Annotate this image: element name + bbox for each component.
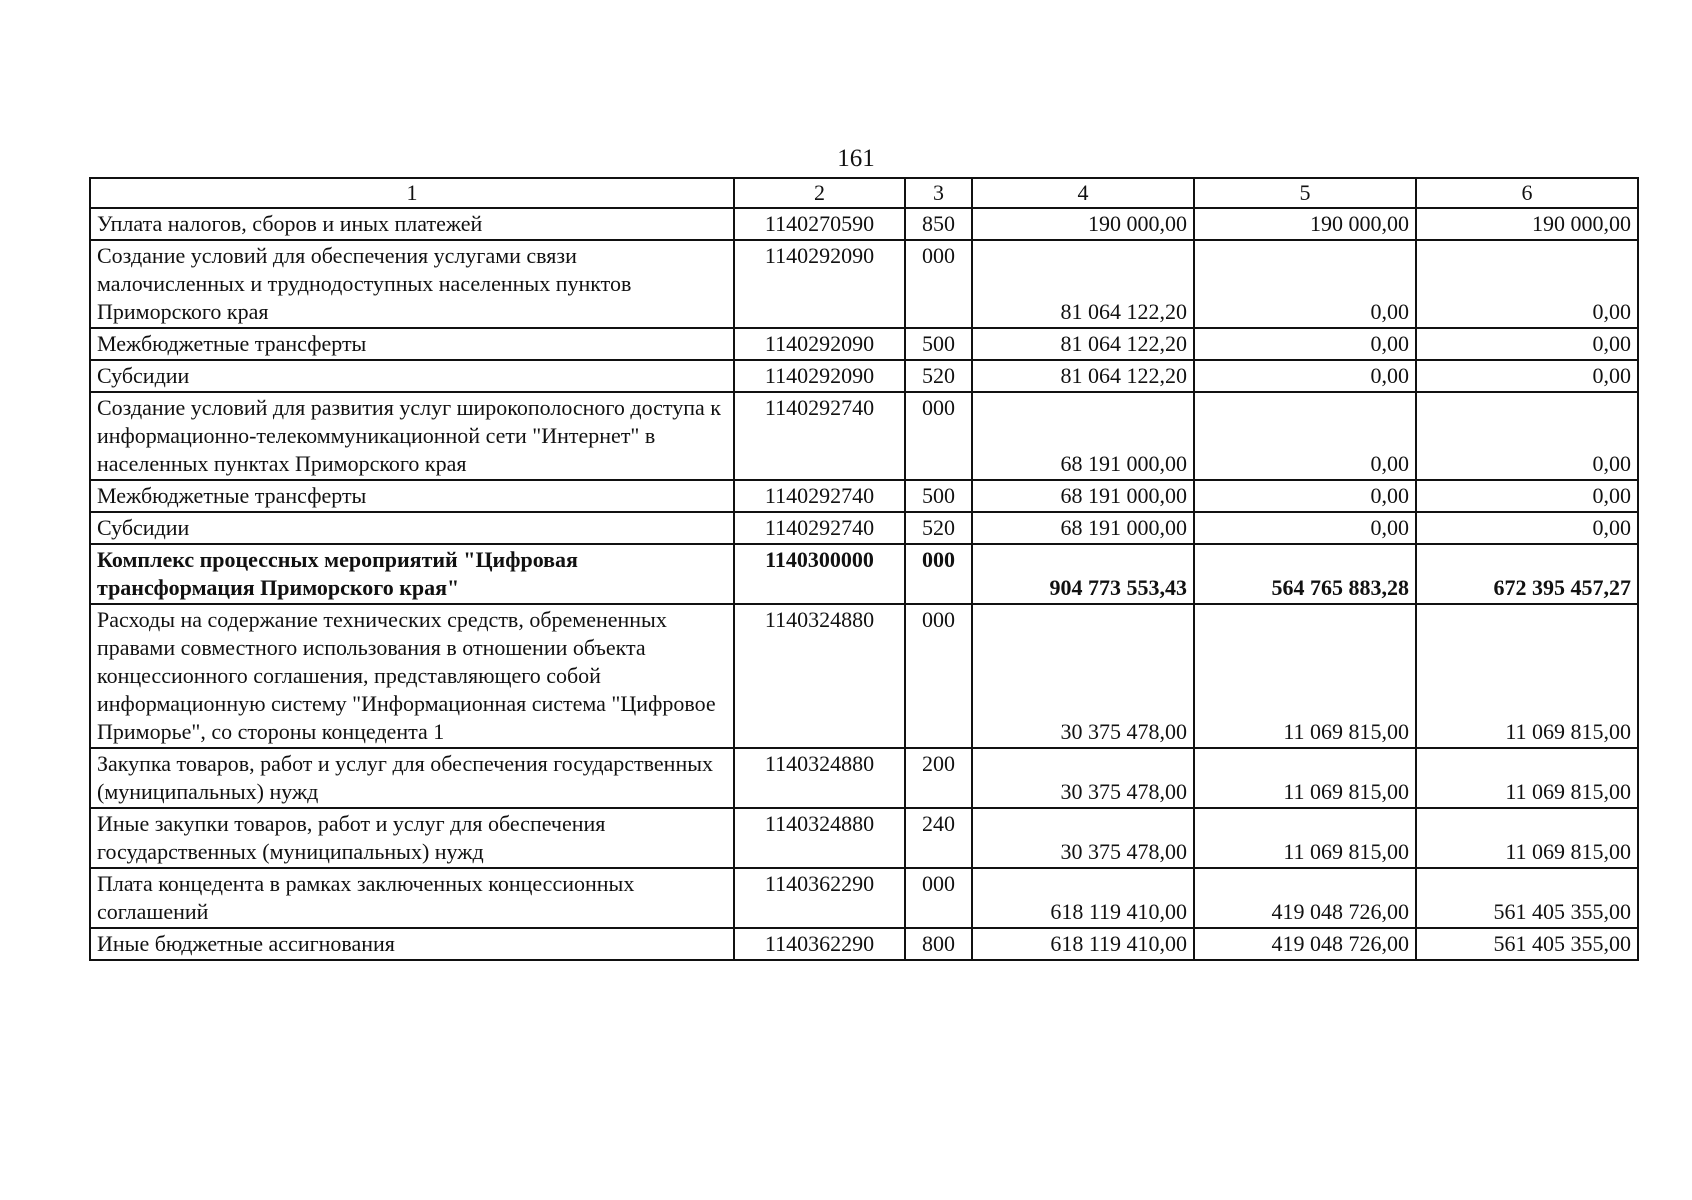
cell-expense-type: 500 (905, 328, 972, 360)
cell-amount-col5: 0,00 (1194, 480, 1416, 512)
cell-amount-col6: 0,00 (1416, 240, 1638, 328)
table-row (90, 512, 1638, 544)
cell-amount-col4: 618 119 410,00 (972, 928, 1194, 960)
budget-table (89, 177, 1639, 961)
cell-name: Создание условий для развития услуг широкополосного доступа к информационно-телекоммуникационной сети "Интернет" в населенных пунктах Приморского края (90, 392, 734, 480)
cell-amount-col6: 0,00 (1416, 360, 1638, 392)
cell-amount-col4: 68 191 000,00 (972, 480, 1194, 512)
column-header: 2 (734, 178, 905, 208)
cell-amount-col4: 68 191 000,00 (972, 392, 1194, 480)
cell-amount-col4: 68 191 000,00 (972, 512, 1194, 544)
cell-amount-col4: 81 064 122,20 (972, 360, 1194, 392)
cell-amount-col5: 564 765 883,28 (1194, 544, 1416, 604)
cell-amount-col5: 0,00 (1194, 240, 1416, 328)
cell-target-code: 1140300000 (734, 544, 905, 604)
cell-amount-col5: 419 048 726,00 (1194, 868, 1416, 928)
cell-amount-col5: 0,00 (1194, 392, 1416, 480)
cell-expense-type: 000 (905, 868, 972, 928)
column-header: 6 (1416, 178, 1638, 208)
cell-expense-type: 800 (905, 928, 972, 960)
cell-name: Расходы на содержание технических средств, обремененных правами совместного использования в отношении объекта концессионного соглашения, представляющего собой информационную систему "Информационная система "Цифровое Приморье", со стороны концедента 1 (90, 604, 734, 748)
cell-target-code: 1140292740 (734, 392, 905, 480)
cell-target-code: 1140270590 (734, 208, 905, 240)
cell-amount-col5: 0,00 (1194, 360, 1416, 392)
cell-target-code: 1140292090 (734, 360, 905, 392)
cell-amount-col5: 11 069 815,00 (1194, 748, 1416, 808)
cell-amount-col6: 190 000,00 (1416, 208, 1638, 240)
cell-amount-col6: 672 395 457,27 (1416, 544, 1638, 604)
cell-target-code: 1140324880 (734, 604, 905, 748)
column-header: 4 (972, 178, 1194, 208)
table-row (90, 480, 1638, 512)
cell-amount-col5: 419 048 726,00 (1194, 928, 1416, 960)
table-row (90, 748, 1638, 808)
cell-amount-col6: 0,00 (1416, 328, 1638, 360)
table-row (90, 392, 1638, 480)
cell-expense-type: 200 (905, 748, 972, 808)
cell-amount-col6: 0,00 (1416, 392, 1638, 480)
cell-target-code: 1140292740 (734, 480, 905, 512)
cell-amount-col6: 11 069 815,00 (1416, 748, 1638, 808)
cell-amount-col4: 30 375 478,00 (972, 748, 1194, 808)
cell-target-code: 1140292090 (734, 328, 905, 360)
table-row (90, 868, 1638, 928)
page-number: 161 (837, 145, 875, 172)
table-row (90, 544, 1638, 604)
cell-amount-col5: 0,00 (1194, 512, 1416, 544)
table-row (90, 928, 1638, 960)
cell-name: Субсидии (90, 360, 734, 392)
cell-amount-col6: 0,00 (1416, 480, 1638, 512)
cell-name: Субсидии (90, 512, 734, 544)
cell-amount-col4: 81 064 122,20 (972, 240, 1194, 328)
cell-expense-type: 000 (905, 604, 972, 748)
cell-name: Закупка товаров, работ и услуг для обеспечения государственных (муниципальных) нужд (90, 748, 734, 808)
cell-expense-type: 000 (905, 544, 972, 604)
cell-amount-col5: 11 069 815,00 (1194, 808, 1416, 868)
cell-target-code: 1140324880 (734, 748, 905, 808)
table-row (90, 208, 1638, 240)
cell-expense-type: 000 (905, 240, 972, 328)
cell-name: Иные закупки товаров, работ и услуг для обеспечения государственных (муниципальных) нужд (90, 808, 734, 868)
cell-amount-col5: 0,00 (1194, 328, 1416, 360)
cell-name: Уплата налогов, сборов и иных платежей (90, 208, 734, 240)
table-row (90, 808, 1638, 868)
column-header: 3 (905, 178, 972, 208)
cell-amount-col4: 904 773 553,43 (972, 544, 1194, 604)
table-header-row (90, 178, 1638, 208)
cell-amount-col4: 81 064 122,20 (972, 328, 1194, 360)
cell-target-code: 1140324880 (734, 808, 905, 868)
cell-expense-type: 520 (905, 512, 972, 544)
cell-expense-type: 500 (905, 480, 972, 512)
cell-amount-col4: 30 375 478,00 (972, 808, 1194, 868)
cell-amount-col4: 190 000,00 (972, 208, 1194, 240)
table-row (90, 360, 1638, 392)
cell-expense-type: 520 (905, 360, 972, 392)
cell-amount-col6: 561 405 355,00 (1416, 928, 1638, 960)
cell-name: Создание условий для обеспечения услугами связи малочисленных и труднодоступных населенных пунктов Приморского края (90, 240, 734, 328)
cell-target-code: 1140362290 (734, 928, 905, 960)
cell-name: Комплекс процессных мероприятий "Цифровая трансформация Приморского края" (90, 544, 734, 604)
cell-expense-type: 850 (905, 208, 972, 240)
cell-name: Плата концедента в рамках заключенных концессионных соглашений (90, 868, 734, 928)
cell-target-code: 1140292090 (734, 240, 905, 328)
cell-amount-col6: 11 069 815,00 (1416, 604, 1638, 748)
cell-expense-type: 000 (905, 392, 972, 480)
cell-name: Иные бюджетные ассигнования (90, 928, 734, 960)
cell-amount-col6: 561 405 355,00 (1416, 868, 1638, 928)
cell-amount-col4: 618 119 410,00 (972, 868, 1194, 928)
cell-amount-col5: 11 069 815,00 (1194, 604, 1416, 748)
table-row (90, 604, 1638, 748)
cell-name: Межбюджетные трансферты (90, 480, 734, 512)
table-row (90, 328, 1638, 360)
cell-amount-col5: 190 000,00 (1194, 208, 1416, 240)
table-row (90, 240, 1638, 328)
cell-amount-col6: 0,00 (1416, 512, 1638, 544)
cell-target-code: 1140362290 (734, 868, 905, 928)
cell-expense-type: 240 (905, 808, 972, 868)
budget-table-body (90, 178, 1638, 960)
cell-target-code: 1140292740 (734, 512, 905, 544)
cell-name: Межбюджетные трансферты (90, 328, 734, 360)
column-header: 1 (90, 178, 734, 208)
column-header: 5 (1194, 178, 1416, 208)
cell-amount-col4: 30 375 478,00 (972, 604, 1194, 748)
cell-amount-col6: 11 069 815,00 (1416, 808, 1638, 868)
